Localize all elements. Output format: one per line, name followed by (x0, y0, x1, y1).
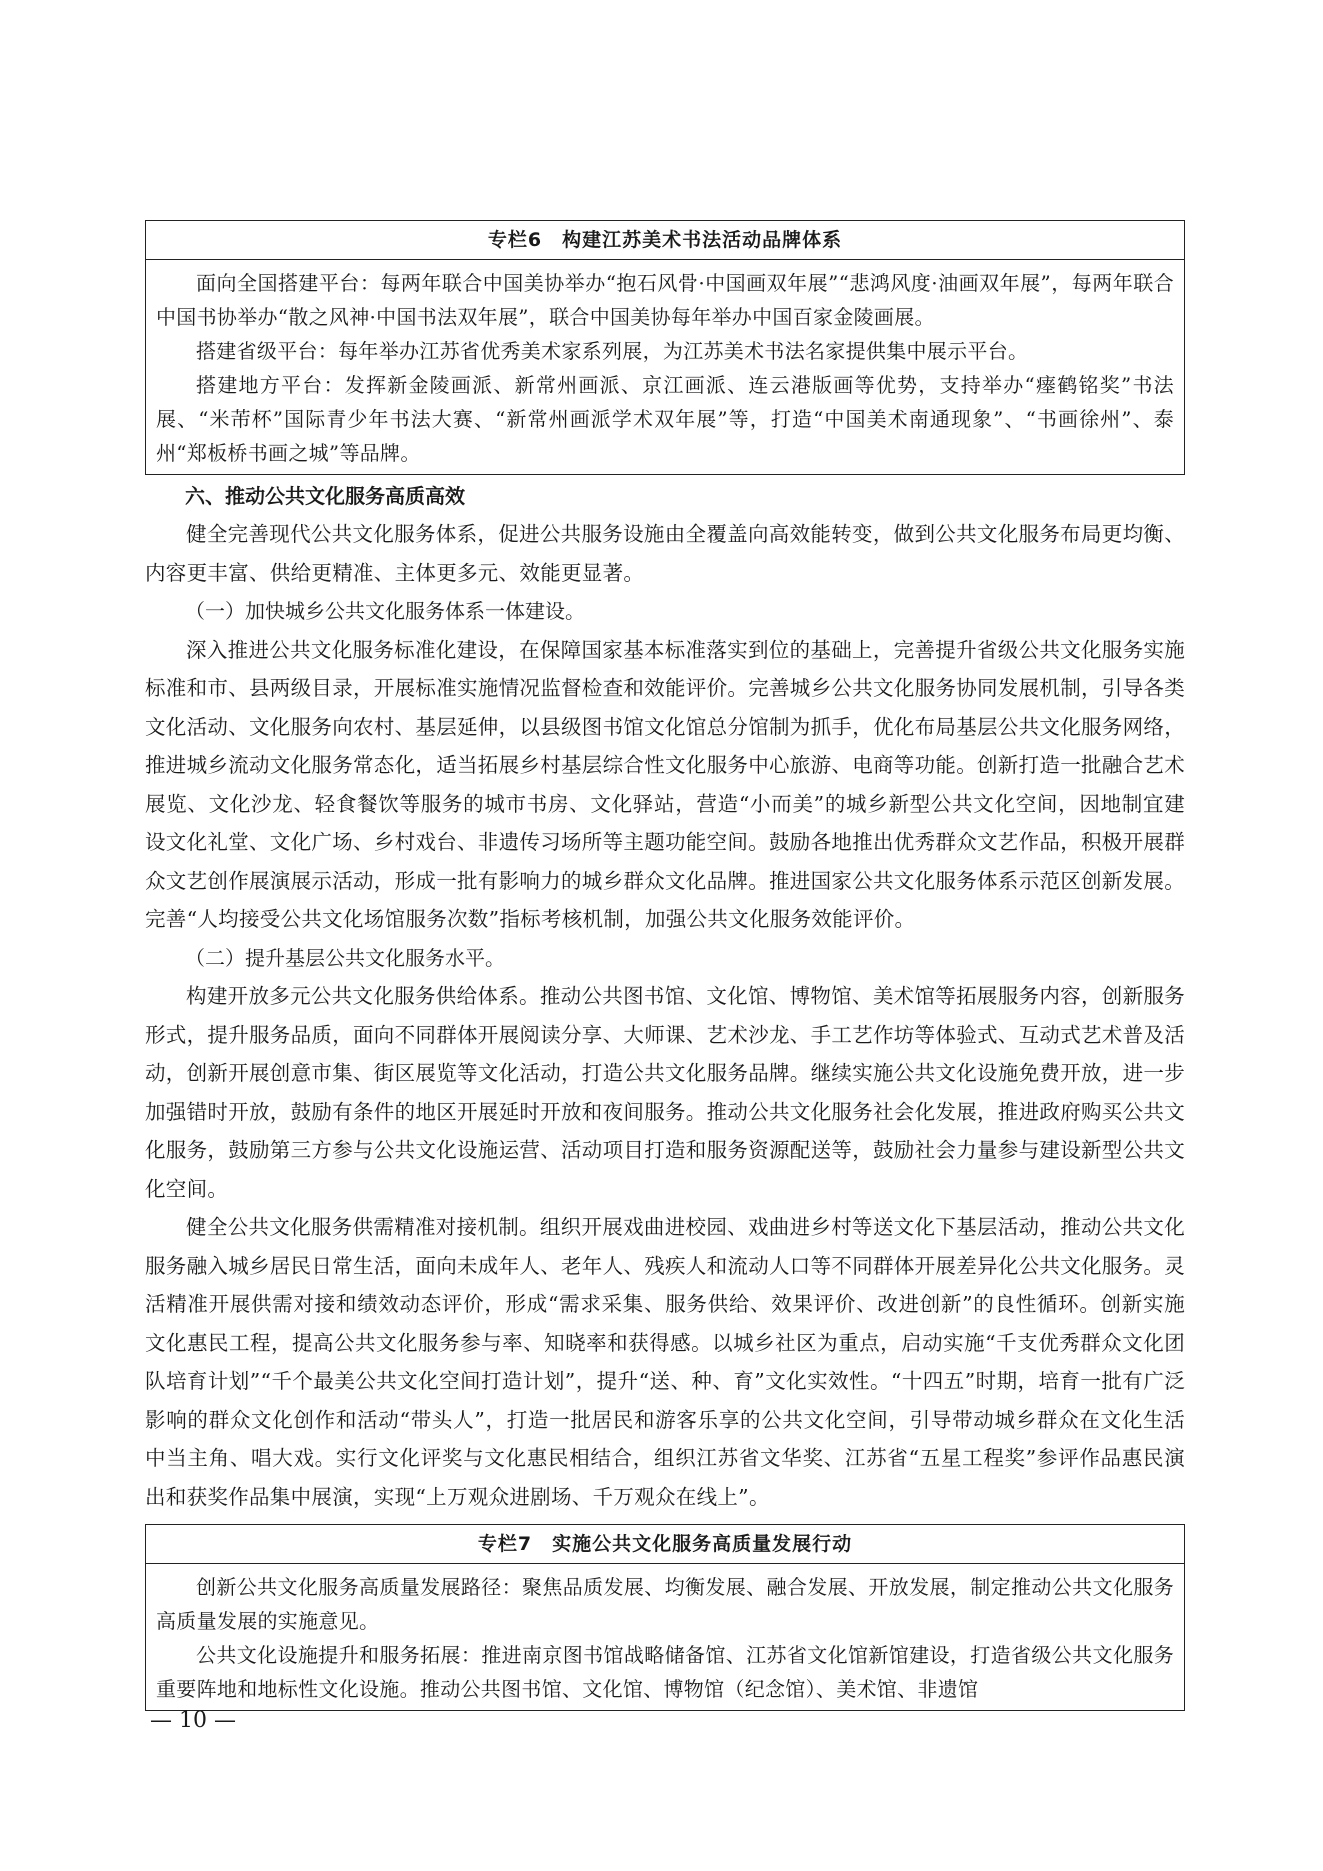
section-intro: 健全完善现代公共文化服务体系，促进公共服务设施由全覆盖向高效能转变，做到公共文化服务布局更均衡、内容更丰富、供给更精准、主体更多元、效能更显著。 (145, 522, 1185, 585)
feature-box-6-para-2: 搭建省级平台：每年举办江苏省优秀美术家系列展，为江苏美术书法名家提供集中展示平台。 (196, 339, 1029, 363)
page-number: — 10 — (150, 1708, 236, 1733)
subsection-1-paragraph: 深入推进公共文化服务标准化建设，在保障国家基本标准落实到位的基础上，完善提升省级公共文化服务实施标准和市、县两级目录，开展标准实施情况监督检查和效能评价。完善城乡公共文化服务协同发展机制，引导各类文化活动、文化服务向农村、基层延伸，以县级图书馆文化馆总分馆制为抓手，优化布局基层公共文化服务网络，推进城乡流动文化服务常态化，适当拓展乡村基层综合性文化服务中心旅游、电商等功能。创新打造一批融合艺术展览、文化沙龙、轻食餐饮等服务的城市书房、文化驿站，营造“小而美”的城乡新型公共文化空间，因地制宜建设文化礼堂、文化广场、乡村戏台、非遗传习场所等主题功能空间。鼓励各地推出优秀群众文艺作品，积极开展群众文艺创作展演展示活动，形成一批有影响力的城乡群众文化品牌。推进国家公共文化服务体系示范区创新发展。完善“人均接受公共文化场馆服务次数”指标考核机制，加强公共文化服务效能评价。 (145, 637, 1185, 931)
feature-box-7-para-1: 创新公共文化服务高质量发展路径：聚焦品质发展、均衡发展、融合发展、开放发展，制定推动公共文化服务高质量发展的实施意见。 (156, 1575, 1174, 1633)
section-6 (145, 477, 1185, 1516)
feature-box-7-title: 专栏7 实施公共文化服务高质量发展行动 (146, 1525, 1184, 1564)
feature-box-7 (145, 1524, 1185, 1711)
subsection-2-paragraph-2: 健全公共文化服务供需精准对接机制。组织开展戏曲进校园、戏曲进乡村等送文化下基层活动，推动公共文化服务融入城乡居民日常生活，面向未成年人、老年人、残疾人和流动人口等不同群体开展差异化公共文化服务。灵活精准开展供需对接和绩效动态评价，形成“需求采集、服务供给、效果评价、改进创新”的良性循环。创新实施文化惠民工程，提高公共文化服务参与率、知晓率和获得感。以城乡社区为重点，启动实施“千支优秀群众文化团队培育计划”“千个最美公共文化空间打造计划”，提升“送、种、育”文化实效性。“十四五”时期，培育一批有广泛影响的群众文化创作和活动“带头人”，打造一批居民和游客乐享的公共文化空间，引导带动城乡群众在文化生活中当主角、唱大戏。实行文化评奖与文化惠民相结合，组织江苏省文华奖、江苏省“五星工程奖”参评作品惠民演出和获奖作品集中展演，实现“上万观众进剧场、千万观众在线上”。 (145, 1215, 1185, 1509)
subsection-2-heading: （二）提升基层公共文化服务水平。 (185, 945, 505, 970)
feature-box-6-title: 专栏6 构建江苏美术书法活动品牌体系 (146, 221, 1184, 260)
subsection-1-heading: （一）加快城乡公共文化服务体系一体建设。 (185, 599, 585, 623)
document-page (145, 220, 1185, 1711)
feature-box-6-body (146, 260, 1184, 474)
feature-box-7-para-2: 公共文化设施提升和服务拓展：推进南京图书馆战略储备馆、江苏省文化馆新馆建设，打造省级公共文化服务重要阵地和地标性文化设施。推动公共图书馆、文化馆、博物馆（纪念馆）、美术馆、非遗馆 (156, 1643, 1174, 1701)
feature-box-6 (145, 220, 1185, 475)
feature-box-6-para-3: 搭建地方平台：发挥新金陵画派、新常州画派、京江画派、连云港版画等优势，支持举办“瘗鹤铭奖”书法展、“米芾杯”国际青少年书法大赛、“新常州画派学术双年展”等，打造“中国美术南通现象”、“书画徐州”、泰州“郑板桥书画之城”等品牌。 (156, 373, 1174, 465)
feature-box-7-body (146, 1564, 1184, 1710)
subsection-2-paragraph-1: 构建开放多元公共文化服务供给体系。推动公共图书馆、文化馆、博物馆、美术馆等拓展服务内容，创新服务形式，提升服务品质，面向不同群体开展阅读分享、大师课、艺术沙龙、手工艺作坊等体验式、互动式艺术普及活动，创新开展创意市集、街区展览等文化活动，打造公共文化服务品牌。继续实施公共文化设施免费开放，进一步加强错时开放，鼓励有条件的地区开展延时开放和夜间服务。推动公共文化服务社会化发展，推进政府购买公共文化服务，鼓励第三方参与公共文化设施运营、活动项目打造和服务资源配送等，鼓励社会力量参与建设新型公共文化空间。 (145, 984, 1185, 1201)
section-heading: 六、推动公共文化服务高质高效 (185, 484, 465, 508)
feature-box-6-para-1: 面向全国搭建平台：每两年联合中国美协举办“抱石风骨·中国画双年展”“悲鸿风度·油画双年展”，每两年联合中国书协举办“散之风神·中国书法双年展”，联合中国美协每年举办中国百家金陵画展。 (156, 271, 1174, 329)
